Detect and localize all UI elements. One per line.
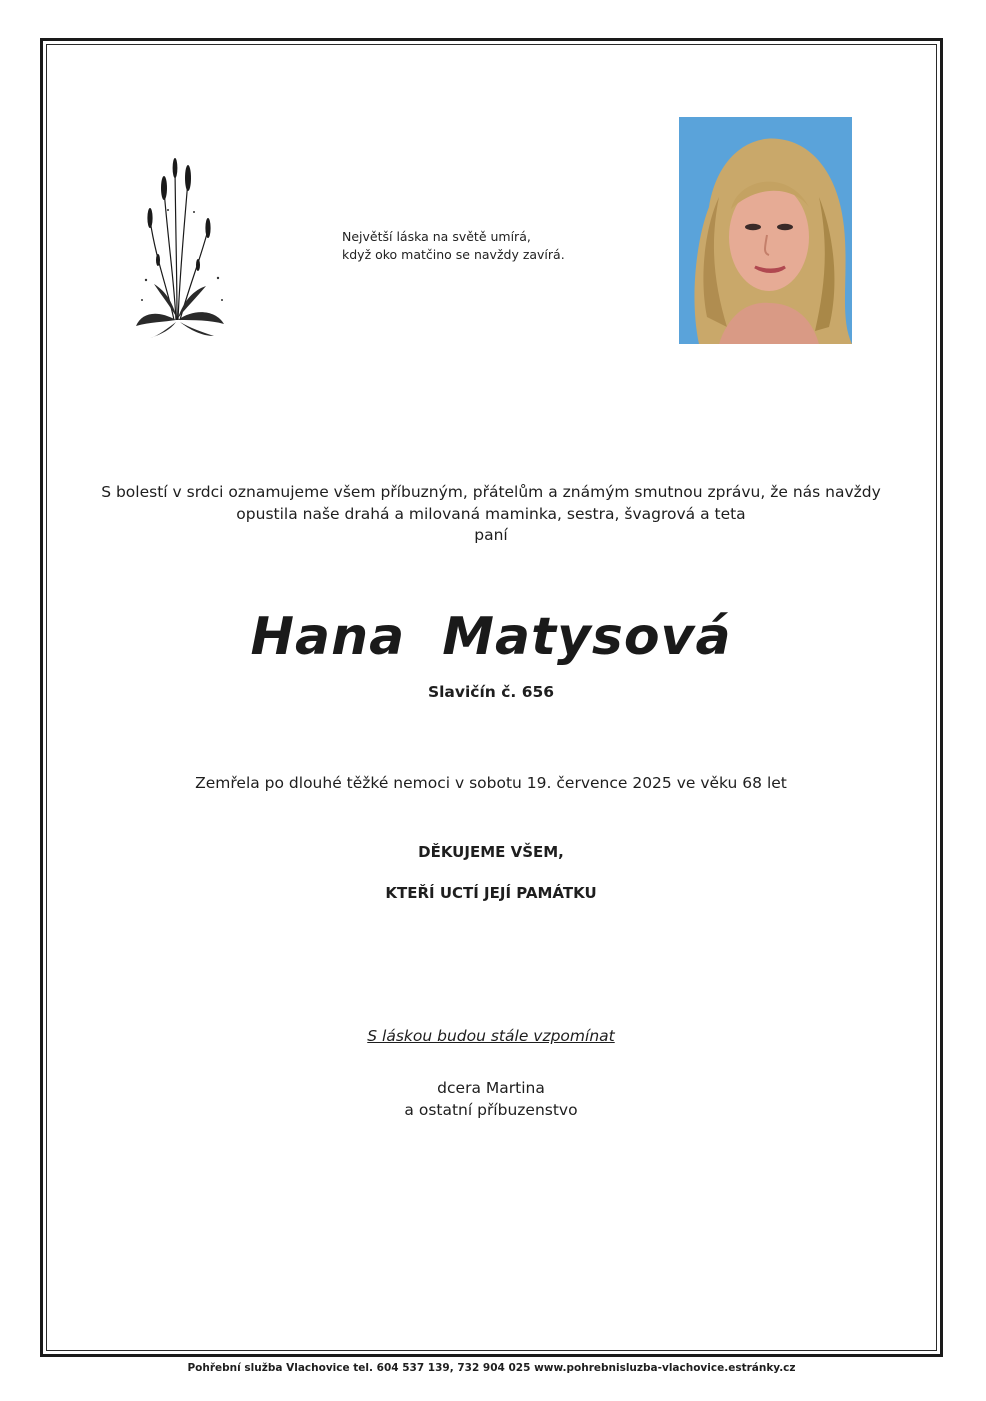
deceased-address: Slavičín č. 656 [427,683,555,701]
footer-contact: Pohřební služba Vlachovice tel. 604 537 139, 732 904 025 www.pohrebnisluzba-vlachovice.estránky.cz [187,1362,796,1374]
remembrance: S láskou budou stále vzpomínat [367,1027,615,1045]
family-line-1: dcera Martina [437,1079,545,1097]
death-notice: Zemřela po dlouhé těžké nemoci v sobotu 19. července 2025 ve věku 68 let [195,774,787,792]
plant-illustration-icon [128,150,238,340]
announcement-line-3: paní [474,526,508,544]
portrait-photo [679,117,852,344]
motto-line-1: Největší láska na světě umírá, [342,229,531,244]
thanks-line-2: KTEŘÍ UCTÍ JEJÍ PAMÁTKU [385,884,597,902]
motto [342,228,642,264]
deceased-name: Hana Matysová [250,607,732,667]
announcement [60,482,922,547]
family-line-2: a ostatní příbuzenstvo [404,1100,578,1119]
thanks-line-1: DĚKUJEME VŠEM, [418,843,564,861]
announcement-line-2: opustila naše drahá a milovaná maminka, sestra, švagrová a teta [236,504,746,523]
announcement-line-1: S bolestí v srdci oznamujeme všem příbuzným, přátelům a známým smutnou zprávu, že nás navždy [101,483,881,501]
motto-line-2: když oko matčino se navždy zavírá. [342,247,565,262]
family [60,1078,922,1121]
